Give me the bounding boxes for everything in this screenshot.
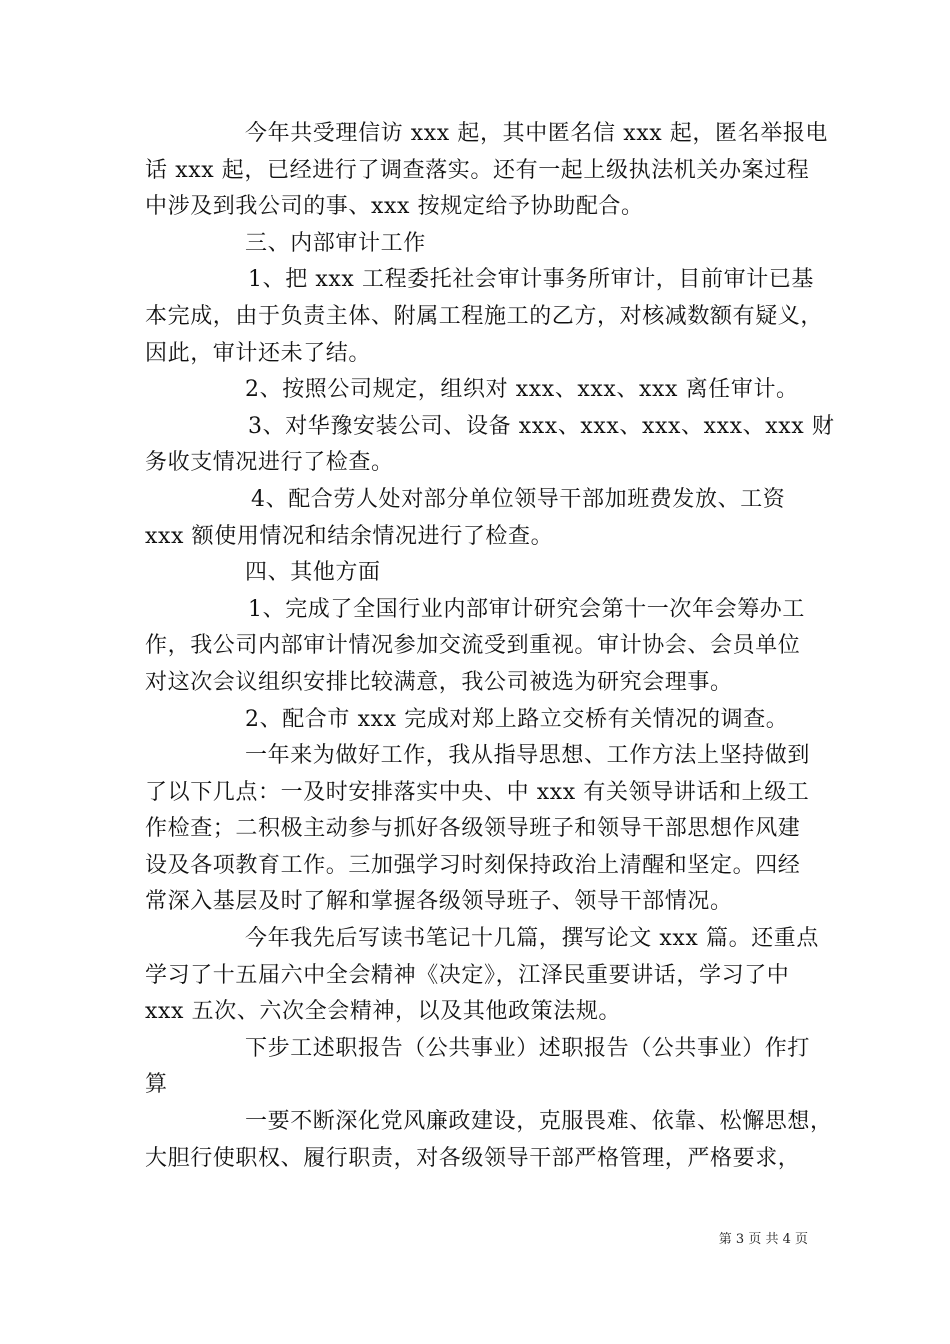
text-line: 设及各项教育工作。三加强学习时刻保持政治上清醒和坚定。四经 — [145, 852, 801, 878]
text-line: 作检查；二积极主动参与抓好各级领导班子和领导干部思想作风建 — [145, 816, 801, 842]
text-line: 1、把 xxx 工程委托社会审计事务所审计，目前审计已基 — [248, 267, 815, 293]
text-line: 2、按照公司规定，组织对 xxx、xxx、xxx 离任审计。 — [245, 377, 799, 403]
text-line: 大胆行使职权、履行职责，对各级领导干部严格管理，严格要求， — [145, 1145, 801, 1171]
text-line: 中涉及到我公司的事、xxx 按规定给予协助配合。 — [145, 194, 644, 220]
text-line: 3、对华豫安装公司、设备 xxx、xxx、xxx、xxx、xxx 财 — [248, 413, 835, 439]
text-line: 下步工述职报告（公共事业）述职报告（公共事业）作打 — [245, 1035, 811, 1061]
text-line: 一年来为做好工作，我从指导思想、工作方法上坚持做到 — [245, 743, 811, 769]
text-line: 作，我公司内部审计情况参加交流受到重视。审计协会、会员单位 — [145, 633, 801, 659]
text-line: 对这次会议组织安排比较满意，我公司被选为研究会理事。 — [145, 669, 733, 695]
text-line: 今年共受理信访 xxx 起，其中匿名信 xxx 起，匿名举报电 — [245, 121, 829, 146]
document-body — [145, 116, 835, 1177]
text-line: 1、完成了全国行业内部审计研究会第十一次年会筹办工 — [248, 596, 805, 622]
text-line: 话 xxx 起，已经进行了调查落实。还有一起上级执法机关办案过程 — [145, 157, 810, 183]
text-line: 了以下几点：一及时安排落实中央、中 xxx 有关领导讲话和上级工 — [145, 779, 810, 805]
page-number: 第 3 页 共 4 页 — [718, 1232, 808, 1247]
text-line: 本完成，由于负责主体、附属工程施工的乙方，对核减数额有疑义， — [145, 303, 824, 329]
text-line: 一要不断深化党风廉政建设，克服畏难、依靠、松懈思想， — [245, 1109, 833, 1135]
text-line: xxx 额使用情况和结余情况进行了检查。 — [145, 523, 554, 549]
text-line: 2、配合市 xxx 完成对郑上路立交桥有关情况的调查。 — [245, 706, 789, 732]
text-line: 算 — [145, 1072, 168, 1098]
text-line: 学习了十五届六中全会精神《决定》，江泽民重要讲话，学习了中 — [145, 962, 790, 988]
text-line: 常深入基层及时了解和掌握各级领导班子、领导干部情况。 — [145, 889, 733, 915]
text-line: 务收支情况进行了检查。 — [145, 450, 394, 476]
text-line: 四、其他方面 — [245, 560, 381, 586]
text-line: 今年我先后写读书笔记十几篇，撰写论文 xxx 篇。还重点 — [245, 926, 820, 952]
text-line: xxx 五次、六次全会精神，以及其他政策法规。 — [145, 999, 622, 1025]
text-line: 4、配合劳人处对部分单位领导干部加班费发放、工资 — [251, 486, 786, 512]
text-line: 三、内部审计工作 — [245, 230, 426, 256]
text-line: 因此，审计还未了结。 — [145, 340, 372, 366]
